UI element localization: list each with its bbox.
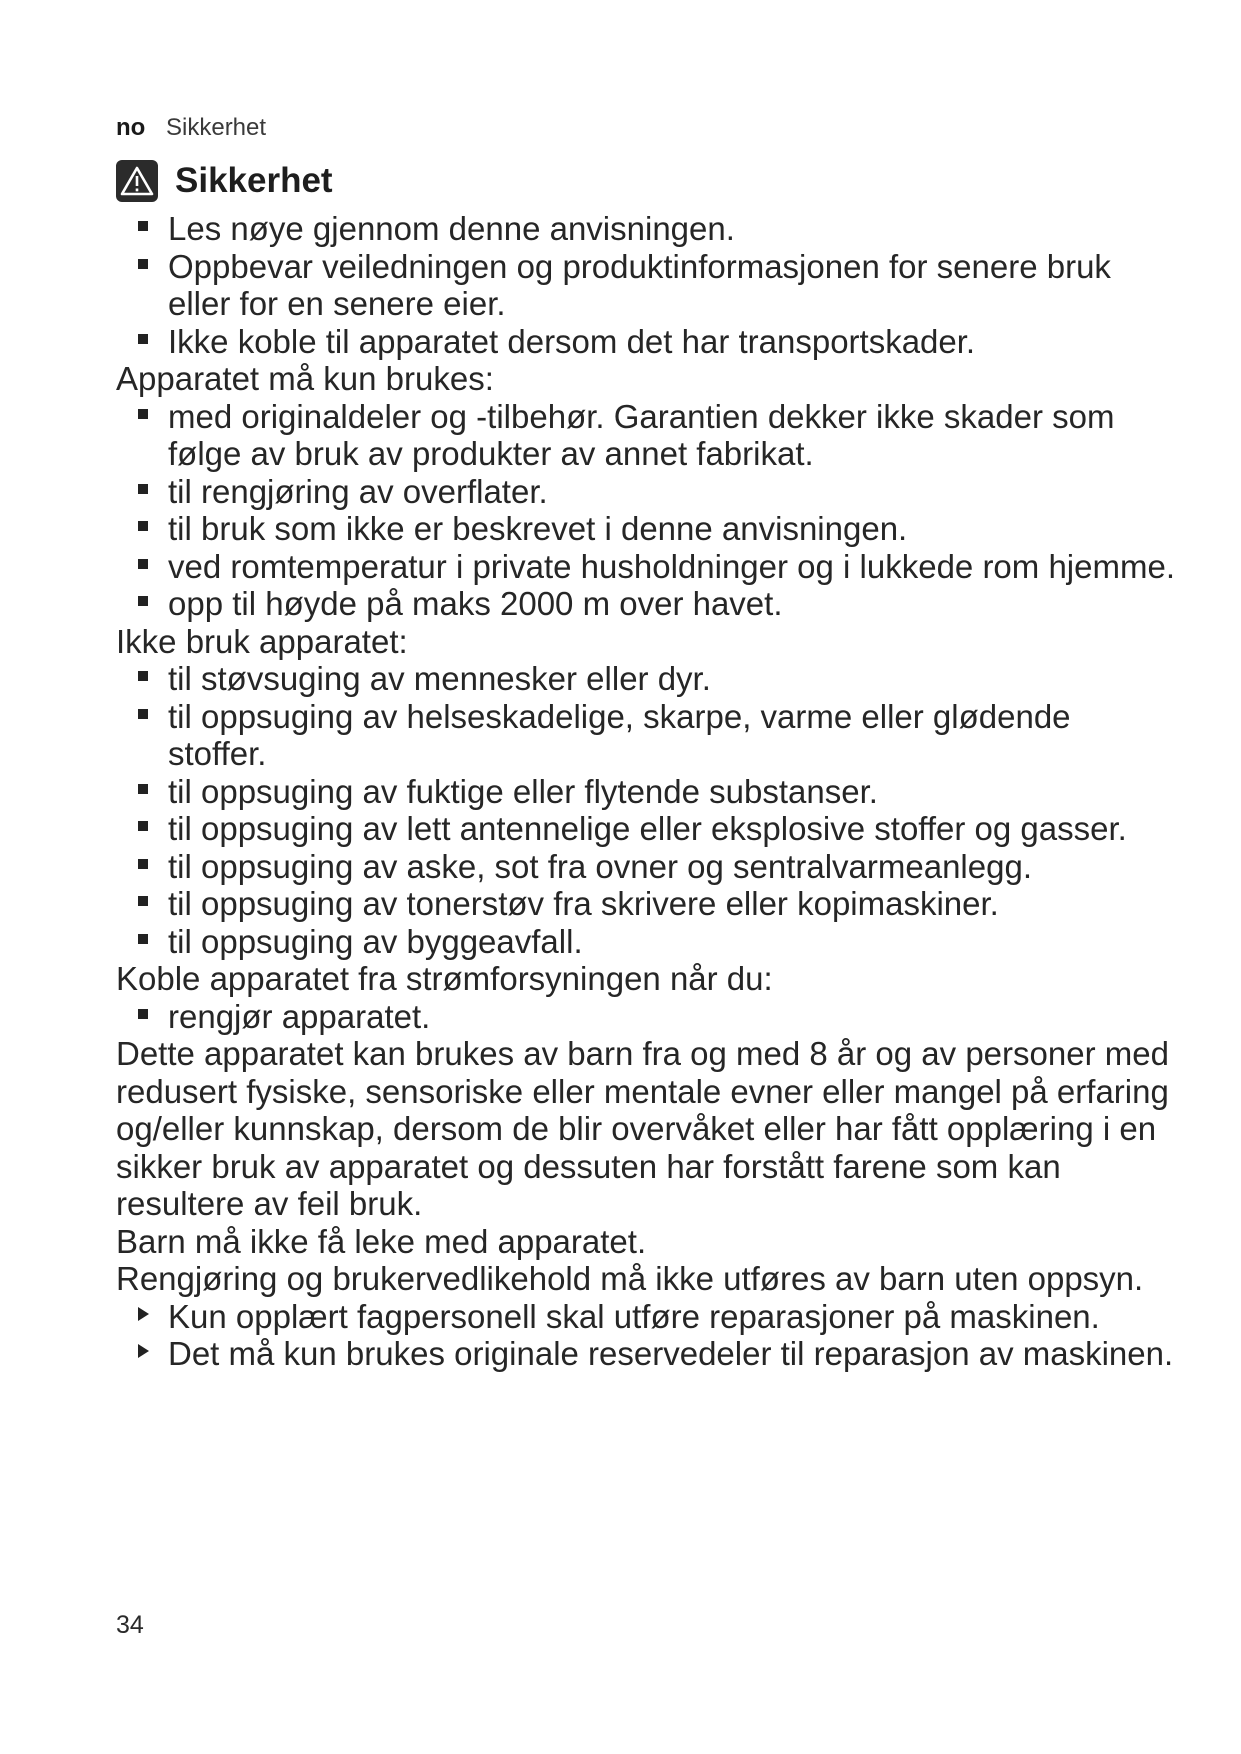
list-item: til oppsuging av aske, sot fra ovner og sentralvarmeanlegg. (168, 847, 1032, 885)
list-item: Les nøye gjennom denne anvisningen. (168, 210, 735, 247)
paragraph: Dette apparatet kan brukes av barn fra og med 8 år og av personer med redusert fysiske, sensoriske eller mentale evner eller mangel på erfaring og/eller kunnskap, dersom de blir overvåket eller har fått opplæring i en sikker bruk av apparatet og dessuten har forstått farene som kan resultere av feil bruk. (116, 1035, 1169, 1222)
section-name: Sikkerhet (166, 114, 267, 141)
list-item: med originaldeler og -tilbehør. Garantien dekker ikke skader som følge av bruk av produkter av annet fabrikat. (168, 397, 1115, 472)
page-title: Sikkerhet (175, 161, 333, 200)
list-item: til oppsuging av fuktige eller flytende substanser. (168, 772, 878, 810)
section-heading (116, 160, 333, 202)
list-item: til støvsuging av mennesker eller dyr. (168, 660, 711, 697)
list-item: Ikke koble til apparatet dersom det har transportskader. (168, 322, 976, 360)
paragraph: Ikke bruk apparatet: (116, 622, 408, 660)
list-item: ved romtemperatur i private husholdninger og i lukkede rom hjemme. (168, 547, 1175, 585)
instruction-item: Det må kun brukes originale reservedeler til reparasjon av maskinen. (168, 1335, 1174, 1372)
safety-content (116, 210, 1176, 1373)
paragraph: Barn må ikke få leke med apparatet. (116, 1222, 647, 1260)
language-code: no (116, 114, 146, 141)
instruction-item: Kun opplært fagpersonell skal utføre reparasjoner på maskinen. (168, 1297, 1100, 1335)
list-item: til oppsuging av helseskadelige, skarpe, varme eller glødende stoffer. (168, 697, 1071, 772)
page-number: 34 (116, 1611, 144, 1639)
list-item: til bruk som ikke er beskrevet i denne anvisningen. (168, 510, 908, 547)
list-item: Oppbevar veiledningen og produktinformasjonen for senere bruk eller for en senere eier. (168, 247, 1111, 322)
list-item: til oppsuging av tonerstøv fra skrivere eller kopimaskiner. (168, 885, 999, 922)
warning-icon (116, 160, 158, 202)
paragraph: Apparatet må kun brukes: (116, 360, 494, 397)
list-item: opp til høyde på maks 2000 m over havet. (168, 585, 783, 622)
list-item: rengjør apparatet. (168, 997, 431, 1035)
paragraph: Rengjøring og brukervedlikehold må ikke utføres av barn uten oppsyn. (116, 1260, 1144, 1297)
list-item: til oppsuging av lett antennelige eller eksplosive stoffer og gasser. (168, 810, 1127, 847)
page-header (116, 114, 266, 142)
list-item: til rengjøring av overflater. (168, 472, 548, 510)
paragraph: Koble apparatet fra strømforsyningen når du: (116, 960, 773, 997)
list-item: til oppsuging av byggeavfall. (168, 922, 583, 960)
